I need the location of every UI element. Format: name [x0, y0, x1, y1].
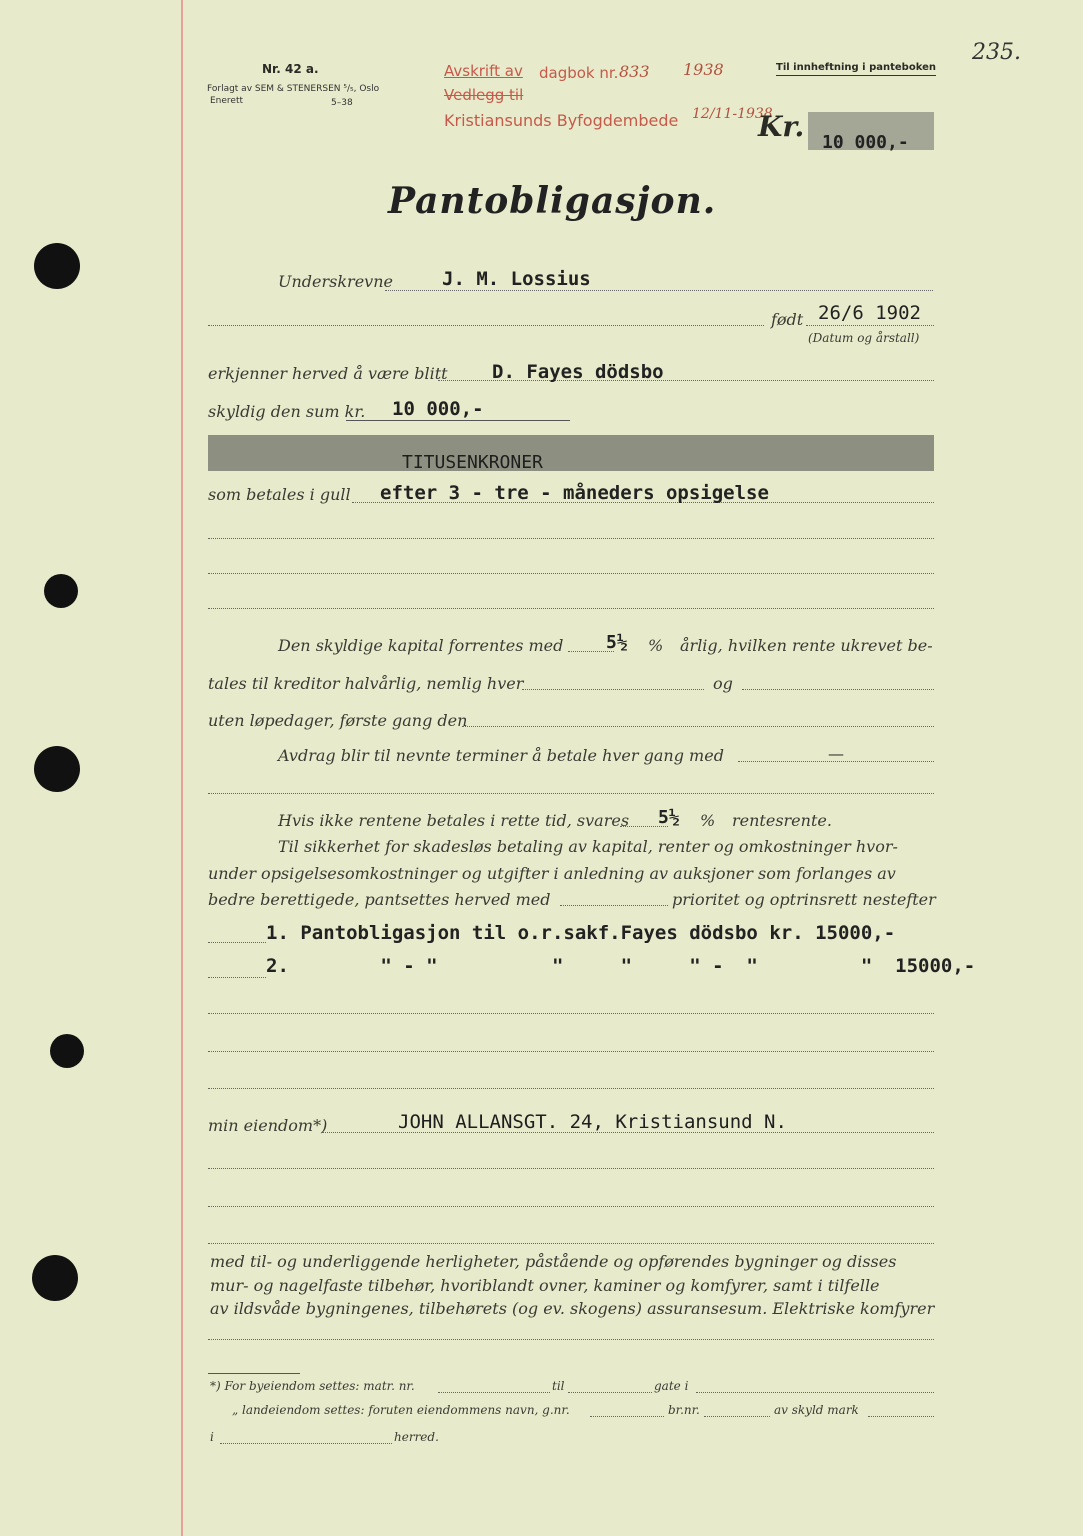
creditor-label: erkjenner herved å være blitt: [208, 364, 448, 383]
dotted-line: [208, 1206, 934, 1207]
creditor-value: D. Fayes dödsbo: [492, 361, 664, 383]
interest-line3: uten løpedager, første gang den: [208, 711, 468, 730]
dotted-line: [438, 1392, 550, 1393]
avskrift-label: Avskrift av: [444, 62, 523, 80]
born-value: 26/6 1902: [818, 302, 921, 324]
dotted-line: [385, 290, 933, 291]
security-line1: Til sikkerhet for skadesløs betaling av kapital, renter og omkostninger hvor-: [278, 837, 898, 856]
property-label: min eiendom*): [208, 1116, 328, 1135]
dotted-line: [806, 325, 934, 326]
filing-note: Til innheftning i panteboken: [776, 62, 936, 76]
interest-line1-a: Den skyldige kapital forrentes med: [278, 636, 564, 655]
security-line3b: prioritet og optrinsrett nestefter: [672, 890, 936, 909]
dotted-line: [208, 573, 934, 574]
publisher-line: Forlagt av SEM & STENERSEN ⁵/₅, Oslo: [207, 84, 380, 94]
footnote-line3-a: i: [210, 1430, 214, 1444]
priority-1: 1. Pantobligasjon til o.r.sakf.Fayes dödsbo kr. 15000,-: [266, 922, 896, 944]
dotted-line: [208, 538, 934, 539]
security-line2: under opsigelsesomkostninger og utgifter i anledning av auksjoner som forlanges av: [208, 864, 896, 883]
born-label: født: [771, 310, 804, 329]
vedlegg-label: Vedlegg til: [444, 86, 524, 104]
appurtenance-line: av ildsvåde bygningenes, tilbehørets (og ev. skogens) assuransesum. Elektriske komfyrer: [210, 1299, 935, 1318]
page-number: 235.: [972, 40, 1021, 65]
security-line3: bedre berettigede, pantsettes herved med: [208, 890, 551, 909]
dotted-line: [696, 1392, 934, 1393]
interest-line2-b: og: [713, 674, 733, 693]
dagbok-label: dagbok nr.: [539, 64, 619, 82]
installment-text: Avdrag blir til nevnte terminer å betale hver gang med: [278, 746, 724, 765]
dotted-line: [208, 325, 764, 326]
binder-hole: [32, 1255, 78, 1301]
dotted-line: [220, 1443, 392, 1444]
dagbok-number: 833: [619, 62, 650, 81]
document-title: Pantobligasjon.: [388, 180, 717, 222]
dagbok-year: 1938: [683, 60, 724, 79]
footnote-line3-b: herred.: [394, 1430, 439, 1444]
sum-words-bar: [208, 435, 934, 471]
binder-hole: [34, 243, 80, 289]
binder-hole: [44, 574, 78, 608]
penalty-text: Hvis ikke rentene betales i rette tid, svares: [278, 811, 630, 830]
footnote-line2-b: br.nr.: [668, 1403, 700, 1417]
interest-line2-a: tales til kreditor halvårlig, nemlig hver: [208, 674, 524, 693]
office-name: Kristiansunds Byfogdembede: [444, 111, 679, 130]
dotted-line: [742, 689, 934, 690]
publisher-enerett: Enerett: [210, 96, 244, 106]
penalty-rate: 5½: [658, 807, 680, 828]
binder-hole: [34, 746, 80, 792]
dotted-line: [704, 1416, 770, 1417]
margin-line: [181, 0, 183, 1536]
interest-rate: 5½: [606, 632, 628, 653]
header-amount: 10 000,-: [822, 132, 909, 153]
sum-words: TITUSENKRONER: [402, 452, 543, 473]
dotted-line: [208, 1088, 934, 1089]
dotted-line: [208, 1339, 934, 1340]
dotted-line: [568, 1392, 652, 1393]
sum-value: 10 000,-: [392, 398, 484, 420]
dotted-line: [208, 1243, 934, 1244]
undersigned-label: Underskrevne: [278, 272, 393, 291]
dotted-line: [208, 793, 934, 794]
footnote-rule: [208, 1373, 300, 1374]
payment-value: efter 3 - tre - måneders opsigelse: [380, 482, 769, 504]
dotted-line: [208, 608, 934, 609]
payment-label: som betales i gull: [208, 485, 351, 504]
born-hint: (Datum og årstall): [808, 331, 920, 345]
interest-percent: %: [648, 636, 664, 655]
kr-label: Kr.: [758, 110, 805, 143]
penalty-suffix: rentesrente.: [732, 811, 832, 830]
dotted-line: [522, 689, 704, 690]
appurtenance-line: med til- og underliggende herligheter, påstående og opførendes bygninger og disses: [210, 1252, 897, 1271]
dotted-line: [560, 905, 668, 906]
dotted-line: [462, 726, 934, 727]
footnote-line2-c: av skyld mark: [774, 1403, 859, 1417]
sum-underline: [346, 420, 570, 421]
priority-2: 2. " - " " " " - " " 15000,-: [266, 955, 976, 977]
undersigned-value: J. M. Lossius: [442, 268, 591, 290]
footnote-line1-b: til: [552, 1379, 565, 1393]
dotted-line: [208, 942, 266, 943]
form-number: Nr. 42 a.: [262, 62, 319, 76]
penalty-percent: %: [700, 811, 716, 830]
footnote-line1-c: gate i: [654, 1379, 689, 1393]
sum-label: skyldig den sum kr.: [208, 402, 366, 421]
dotted-line: [868, 1416, 934, 1417]
footnote-line2-a: „ landeiendom settes: foruten eiendommens navn, g.nr.: [232, 1403, 570, 1417]
footnote-line1-a: *) For byeiendom settes: matr. nr.: [210, 1379, 415, 1393]
dotted-line: [208, 977, 266, 978]
dotted-line: [208, 1051, 934, 1052]
installment-value: —: [828, 744, 844, 763]
dotted-line: [208, 1168, 934, 1169]
dotted-line: [208, 1013, 934, 1014]
dotted-line: [590, 1416, 664, 1417]
property-value: JOHN ALLANSGT. 24, Kristiansund N.: [398, 1111, 787, 1133]
office-date: 12/11-1938: [692, 106, 773, 122]
publisher-code: 5–38: [331, 98, 353, 108]
interest-line1-c: årlig, hvilken rente ukrevet be-: [680, 636, 933, 655]
binder-hole: [50, 1034, 84, 1068]
appurtenance-line: mur- og nagelfaste tilbehør, hvoriblandt ovner, kaminer og komfyrer, samt i tilfelle: [210, 1276, 880, 1295]
